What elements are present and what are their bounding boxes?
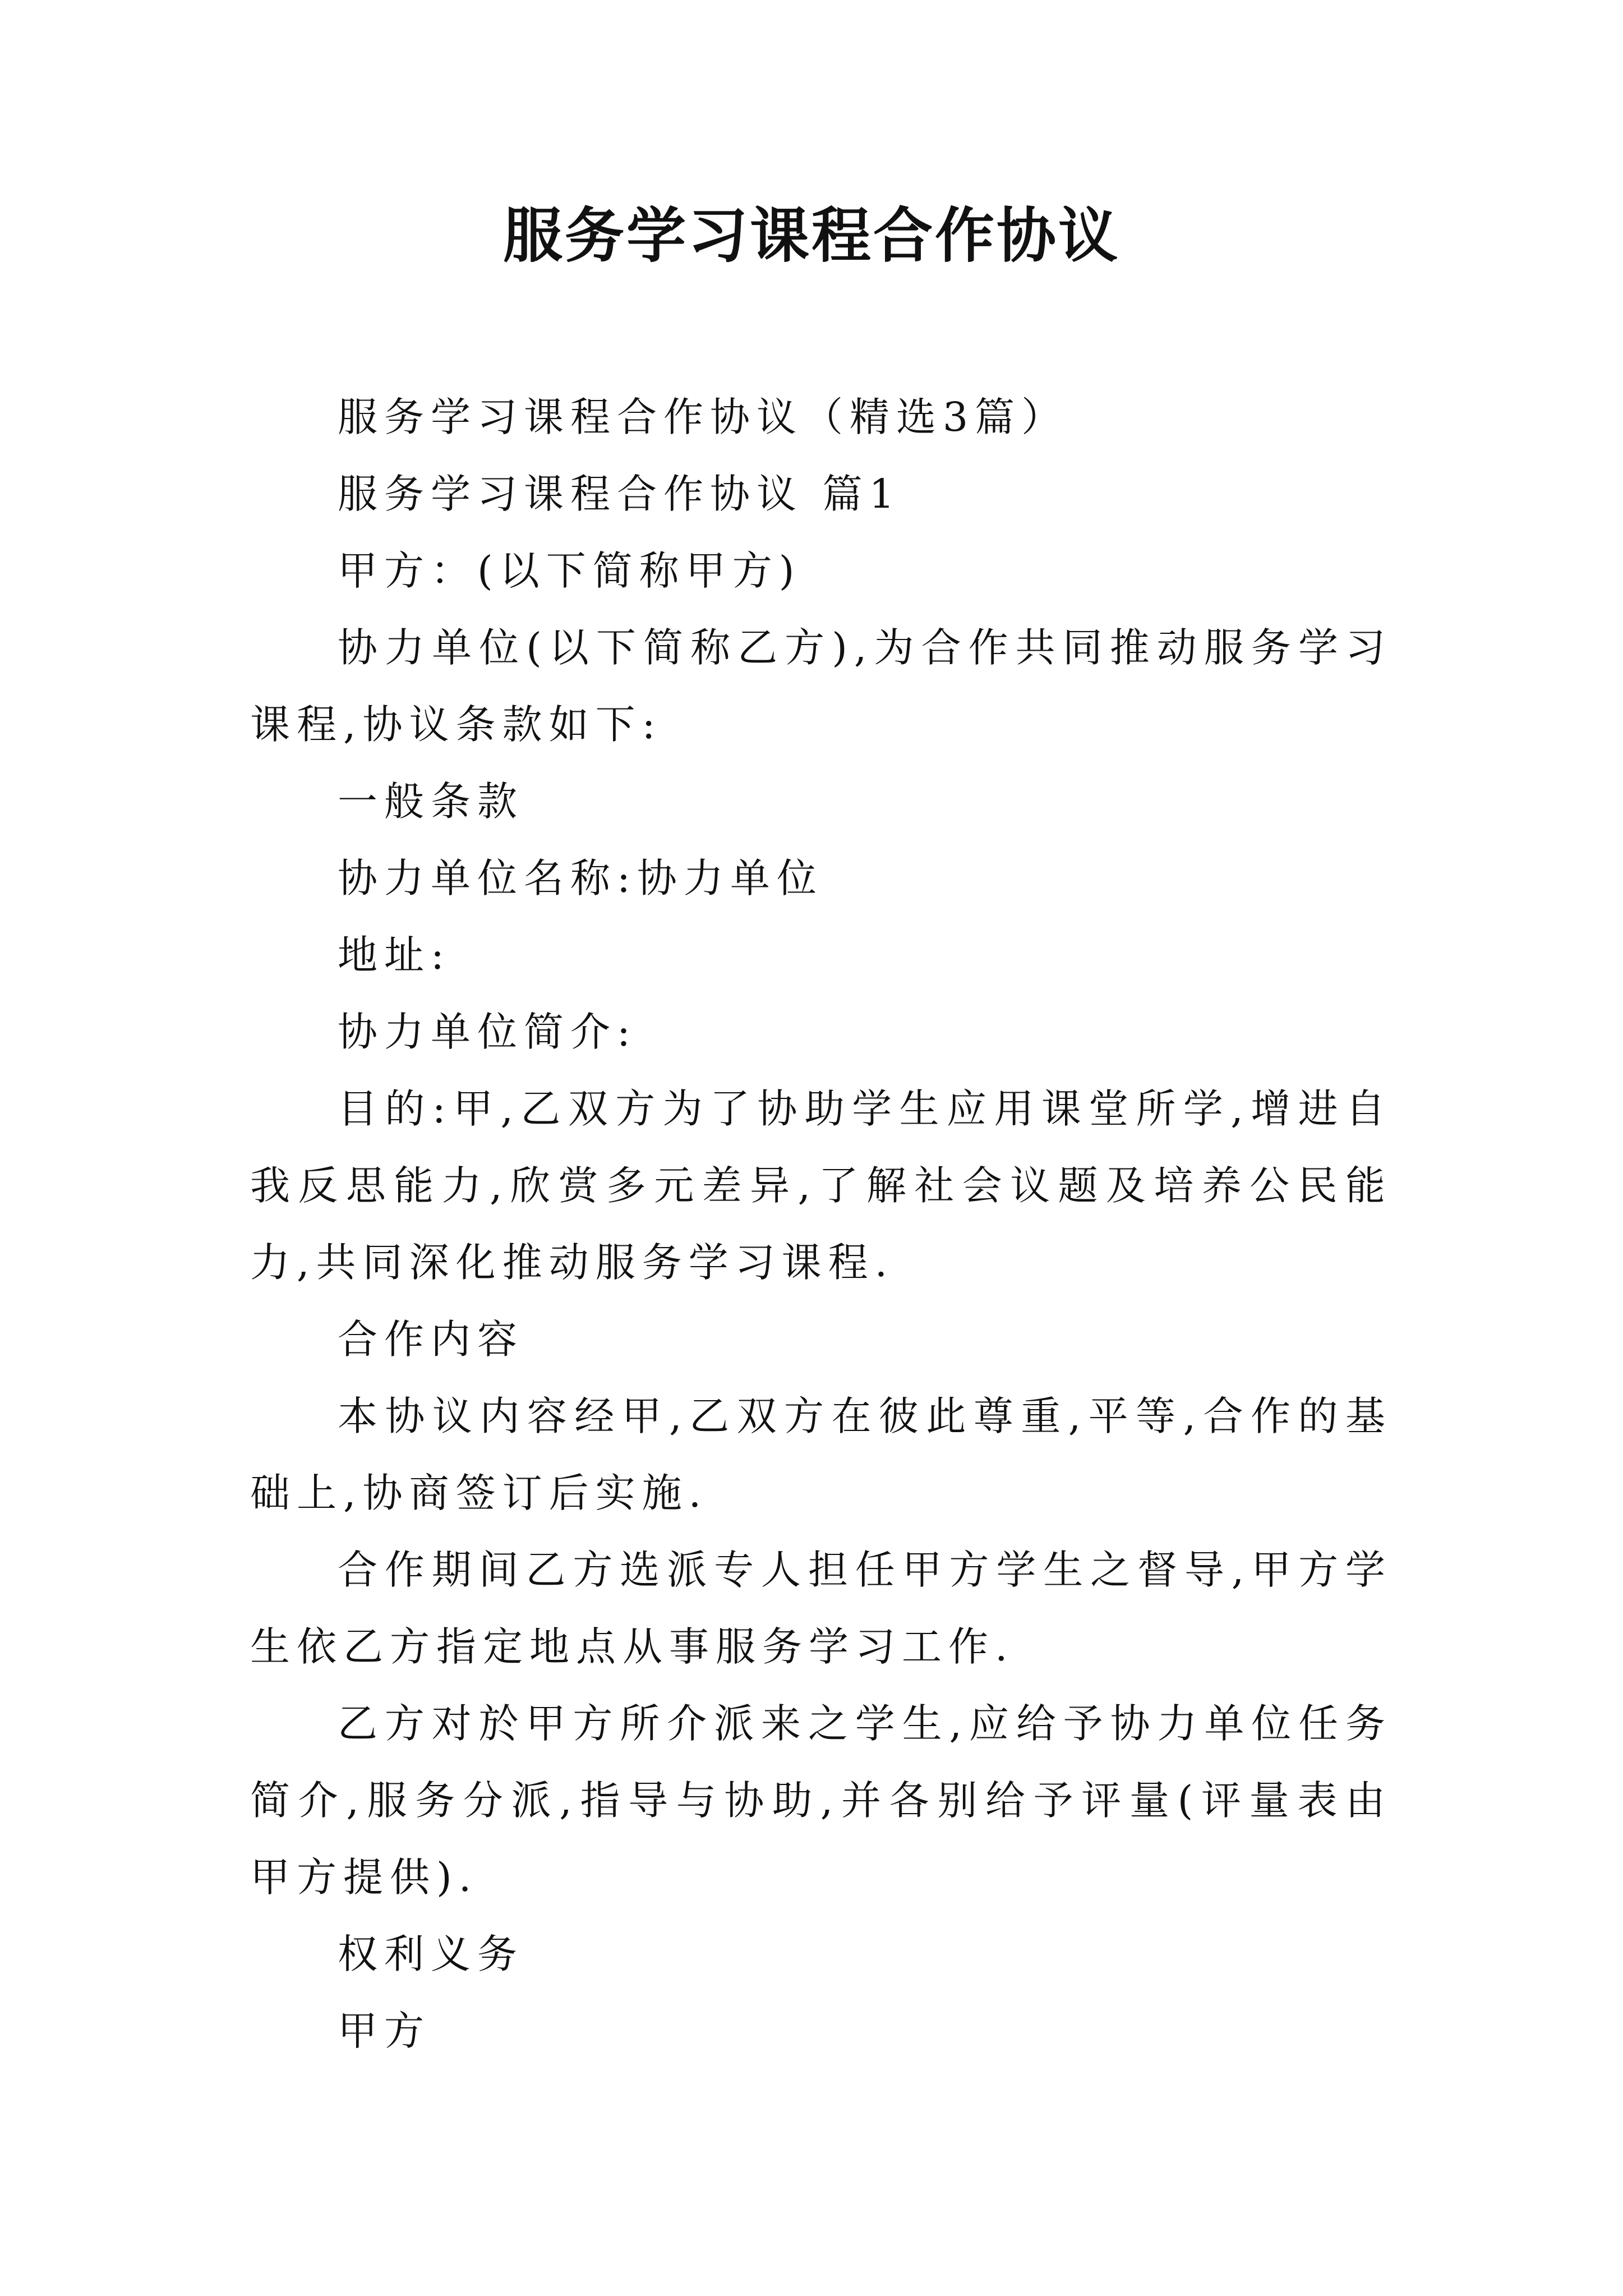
paragraph-general-terms: 一般条款 (338, 778, 524, 825)
paragraph-address: 地址: (338, 932, 451, 978)
paragraph-supervision: 合作期间乙方选派专人担任甲方学生之督导,甲方学生依乙方指定地点从事服务学习工作. (250, 1547, 1392, 1670)
paragraph-cooperation-heading: 合作内容 (338, 1316, 524, 1363)
paragraph-unit-intro: 协力单位简介: (338, 1009, 637, 1055)
paragraph-cooperation-basis: 本协议内容经甲,乙双方在彼此尊重,平等,合作的基础上,协商签订后实施. (250, 1393, 1392, 1516)
paragraph-purpose: 目的:甲,乙双方为了协助学生应用课堂所学,增进自我反思能力,欣赏多元差异,了解社会议题及培养公民能力,共同深化推动服务学习课程. (250, 1085, 1392, 1286)
paragraph-party-b: 协力单位(以下简称乙方),为合作共同推动服务学习课程,协议条款如下: (250, 624, 1392, 748)
paragraph-evaluation: 乙方对於甲方所介派来之学生,应给予协力单位任务简介,服务分派,指导与协助,并各别给予评量(评量表由甲方提供). (250, 1700, 1392, 1901)
document-title: 服务学习课程合作协议 (503, 200, 1120, 270)
paragraph-party-a-heading: 甲方 (338, 2008, 431, 2054)
paragraph-unit-name: 协力单位名称:协力单位 (338, 855, 823, 901)
document-body (250, 379, 1392, 2069)
paragraph-party-a: 甲方：(以下简称甲方) (338, 547, 801, 594)
paragraph-rights-heading: 权利义务 (338, 1931, 524, 1977)
paragraph-section-heading: 服务学习课程合作协议 篇1 (338, 471, 901, 517)
paragraph-subtitle: 服务学习课程合作协议（精选3篇） (338, 394, 1068, 440)
